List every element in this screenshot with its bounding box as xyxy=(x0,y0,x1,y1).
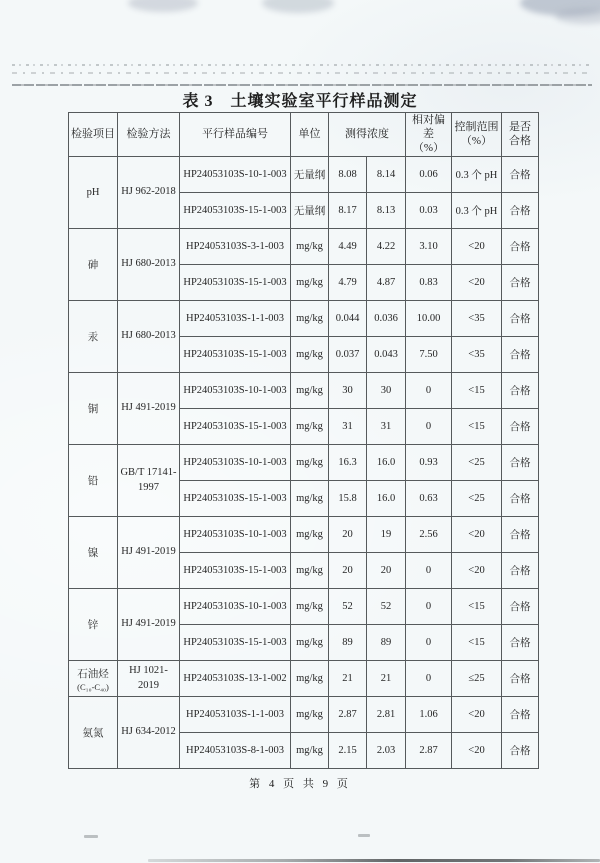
cell-concentration-1: 20 xyxy=(329,517,367,553)
cell-concentration-1: 21 xyxy=(329,661,367,697)
cell-result: 合格 xyxy=(502,193,539,229)
cell-control-range: <25 xyxy=(452,481,502,517)
cell-item: 铅 xyxy=(69,445,118,517)
cell-concentration-1: 8.08 xyxy=(329,157,367,193)
cell-concentration-2: 21 xyxy=(367,661,406,697)
cell-control-range: <15 xyxy=(452,589,502,625)
cell-concentration-1: 0.037 xyxy=(329,337,367,373)
cell-control-range: <20 xyxy=(452,517,502,553)
header-qualified: 是否 合格 xyxy=(502,113,539,157)
cell-concentration-1: 52 xyxy=(329,589,367,625)
cell-sample-no: HP24053103S-10-1-003 xyxy=(180,517,291,553)
table-row xyxy=(69,697,539,733)
cell-method: HJ 634-2012 xyxy=(118,697,180,769)
cell-method: HJ 491-2019 xyxy=(118,589,180,661)
cell-sample-no: HP24053103S-10-1-003 xyxy=(180,589,291,625)
cell-concentration-2: 16.0 xyxy=(367,445,406,481)
cell-control-range: <20 xyxy=(452,229,502,265)
cell-unit: mg/kg xyxy=(291,337,329,373)
cell-result: 合格 xyxy=(502,301,539,337)
cell-result: 合格 xyxy=(502,409,539,445)
cell-unit: mg/kg xyxy=(291,445,329,481)
cell-relative-deviation: 0 xyxy=(406,589,452,625)
cell-sample-no: HP24053103S-15-1-003 xyxy=(180,409,291,445)
cell-concentration-2: 30 xyxy=(367,373,406,409)
cell-unit: mg/kg xyxy=(291,301,329,337)
cell-result: 合格 xyxy=(502,733,539,769)
cell-concentration-2: 52 xyxy=(367,589,406,625)
cell-method: HJ 680-2013 xyxy=(118,301,180,373)
cell-result: 合格 xyxy=(502,481,539,517)
cell-unit: mg/kg xyxy=(291,589,329,625)
cell-item: 氨氮 xyxy=(69,697,118,769)
cell-unit: mg/kg xyxy=(291,733,329,769)
cell-unit: mg/kg xyxy=(291,553,329,589)
cell-control-range: 0.3 个 pH xyxy=(452,193,502,229)
cell-concentration-2: 2.81 xyxy=(367,697,406,733)
cell-control-range: <20 xyxy=(452,697,502,733)
cell-relative-deviation: 0 xyxy=(406,553,452,589)
cell-relative-deviation: 0.83 xyxy=(406,265,452,301)
cell-concentration-2: 4.22 xyxy=(367,229,406,265)
cell-concentration-1: 4.79 xyxy=(329,265,367,301)
table-row xyxy=(69,157,539,193)
cell-concentration-1: 2.15 xyxy=(329,733,367,769)
table-row xyxy=(69,373,539,409)
cell-result: 合格 xyxy=(502,625,539,661)
cell-unit: 无量纲 xyxy=(291,157,329,193)
cell-concentration-1: 2.87 xyxy=(329,697,367,733)
cell-result: 合格 xyxy=(502,337,539,373)
cell-concentration-2: 16.0 xyxy=(367,481,406,517)
table-header-row xyxy=(69,113,539,157)
cell-sample-no: HP24053103S-1-1-003 xyxy=(180,697,291,733)
scan-noise-line xyxy=(12,84,592,86)
cell-control-range: <25 xyxy=(452,445,502,481)
cell-unit: mg/kg xyxy=(291,625,329,661)
cell-method: HJ 680-2013 xyxy=(118,229,180,301)
header-measured-concentration: 测得浓度 xyxy=(329,113,406,157)
cell-relative-deviation: 0.93 xyxy=(406,445,452,481)
cell-result: 合格 xyxy=(502,229,539,265)
cell-result: 合格 xyxy=(502,517,539,553)
cell-concentration-2: 19 xyxy=(367,517,406,553)
cell-result: 合格 xyxy=(502,445,539,481)
cell-method: GB/T 17141-1997 xyxy=(118,445,180,517)
cell-item: 镍 xyxy=(69,517,118,589)
cell-relative-deviation: 3.10 xyxy=(406,229,452,265)
cell-concentration-1: 8.17 xyxy=(329,193,367,229)
cell-control-range: 0.3 个 pH xyxy=(452,157,502,193)
table-row xyxy=(69,661,539,697)
cell-concentration-2: 0.043 xyxy=(367,337,406,373)
cell-relative-deviation: 0.06 xyxy=(406,157,452,193)
cell-concentration-2: 20 xyxy=(367,553,406,589)
scan-noise-line xyxy=(12,72,592,74)
cell-sample-no: HP24053103S-15-1-003 xyxy=(180,481,291,517)
cell-item: 锌 xyxy=(69,589,118,661)
cell-sample-no: HP24053103S-10-1-003 xyxy=(180,373,291,409)
cell-concentration-1: 20 xyxy=(329,553,367,589)
table-row xyxy=(69,229,539,265)
cell-method: HJ 491-2019 xyxy=(118,517,180,589)
cell-item: pH xyxy=(69,157,118,229)
cell-relative-deviation: 2.56 xyxy=(406,517,452,553)
cell-sample-no: HP24053103S-8-1-003 xyxy=(180,733,291,769)
cell-control-range: <15 xyxy=(452,409,502,445)
cell-result: 合格 xyxy=(502,157,539,193)
cell-item: 石油烃 (C₁₀-C₄₀) xyxy=(69,661,118,697)
cell-concentration-1: 30 xyxy=(329,373,367,409)
cell-unit: mg/kg xyxy=(291,409,329,445)
header-control-range: 控制范围 （%） xyxy=(452,113,502,157)
cell-result: 合格 xyxy=(502,553,539,589)
cell-sample-no: HP24053103S-13-1-002 xyxy=(180,661,291,697)
cell-relative-deviation: 0 xyxy=(406,661,452,697)
cell-method: HJ 1021-2019 xyxy=(118,661,180,697)
cell-control-range: <35 xyxy=(452,301,502,337)
cell-result: 合格 xyxy=(502,373,539,409)
scan-speck xyxy=(358,834,370,837)
cell-concentration-2: 2.03 xyxy=(367,733,406,769)
cell-relative-deviation: 2.87 xyxy=(406,733,452,769)
cell-control-range: <15 xyxy=(452,625,502,661)
cell-unit: mg/kg xyxy=(291,661,329,697)
cell-concentration-1: 89 xyxy=(329,625,367,661)
cell-item: 铜 xyxy=(69,373,118,445)
cell-result: 合格 xyxy=(502,697,539,733)
cell-relative-deviation: 7.50 xyxy=(406,337,452,373)
cell-relative-deviation: 0 xyxy=(406,625,452,661)
cell-control-range: <20 xyxy=(452,553,502,589)
table-row xyxy=(69,589,539,625)
cell-concentration-1: 4.49 xyxy=(329,229,367,265)
cell-sample-no: HP24053103S-15-1-003 xyxy=(180,193,291,229)
header-unit: 单位 xyxy=(291,113,329,157)
cell-control-range: <35 xyxy=(452,337,502,373)
cell-item: 汞 xyxy=(69,301,118,373)
cell-sample-no: HP24053103S-3-1-003 xyxy=(180,229,291,265)
cell-concentration-1: 0.044 xyxy=(329,301,367,337)
cell-sample-no: HP24053103S-10-1-003 xyxy=(180,445,291,481)
cell-relative-deviation: 0 xyxy=(406,373,452,409)
cell-method: HJ 491-2019 xyxy=(118,373,180,445)
table-row xyxy=(69,517,539,553)
cell-control-range: ≤25 xyxy=(452,661,502,697)
cell-concentration-2: 8.14 xyxy=(367,157,406,193)
cell-concentration-2: 0.036 xyxy=(367,301,406,337)
cell-unit: mg/kg xyxy=(291,517,329,553)
cell-relative-deviation: 0.63 xyxy=(406,481,452,517)
cell-unit: mg/kg xyxy=(291,229,329,265)
cell-sample-no: HP24053103S-15-1-003 xyxy=(180,265,291,301)
header-test-method: 检验方法 xyxy=(118,113,180,157)
cell-concentration-2: 89 xyxy=(367,625,406,661)
cell-unit: mg/kg xyxy=(291,481,329,517)
parallel-sample-table xyxy=(68,112,539,769)
cell-relative-deviation: 0.03 xyxy=(406,193,452,229)
table-title: 表 3 土壤实验室平行样品测定 xyxy=(182,93,418,110)
cell-sample-no: HP24053103S-1-1-003 xyxy=(180,301,291,337)
cell-result: 合格 xyxy=(502,265,539,301)
scan-noise-line xyxy=(12,64,592,66)
cell-concentration-1: 16.3 xyxy=(329,445,367,481)
header-relative-deviation: 相对偏差 （%） xyxy=(406,113,452,157)
cell-item: 砷 xyxy=(69,229,118,301)
cell-concentration-1: 15.8 xyxy=(329,481,367,517)
cell-relative-deviation: 10.00 xyxy=(406,301,452,337)
cell-unit: 无量纲 xyxy=(291,193,329,229)
scan-speck xyxy=(84,835,98,838)
table-row xyxy=(69,301,539,337)
cell-relative-deviation: 1.06 xyxy=(406,697,452,733)
cell-unit: mg/kg xyxy=(291,697,329,733)
cell-sample-no: HP24053103S-15-1-003 xyxy=(180,625,291,661)
cell-control-range: <20 xyxy=(452,733,502,769)
cell-sample-no: HP24053103S-15-1-003 xyxy=(180,337,291,373)
scan-edge-line xyxy=(148,859,600,862)
cell-control-range: <20 xyxy=(452,265,502,301)
cell-control-range: <15 xyxy=(452,373,502,409)
cell-concentration-2: 8.13 xyxy=(367,193,406,229)
header-sample-number: 平行样品编号 xyxy=(180,113,291,157)
header-test-item: 检验项目 xyxy=(69,113,118,157)
page-number-footer: 第 4 页 共 9 页 xyxy=(249,778,351,790)
cell-sample-no: HP24053103S-15-1-003 xyxy=(180,553,291,589)
cell-unit: mg/kg xyxy=(291,265,329,301)
cell-result: 合格 xyxy=(502,661,539,697)
cell-sample-no: HP24053103S-10-1-003 xyxy=(180,157,291,193)
cell-concentration-2: 4.87 xyxy=(367,265,406,301)
cell-result: 合格 xyxy=(502,589,539,625)
table-row xyxy=(69,445,539,481)
cell-concentration-1: 31 xyxy=(329,409,367,445)
cell-method: HJ 962-2018 xyxy=(118,157,180,229)
cell-concentration-2: 31 xyxy=(367,409,406,445)
cell-relative-deviation: 0 xyxy=(406,409,452,445)
cell-unit: mg/kg xyxy=(291,373,329,409)
